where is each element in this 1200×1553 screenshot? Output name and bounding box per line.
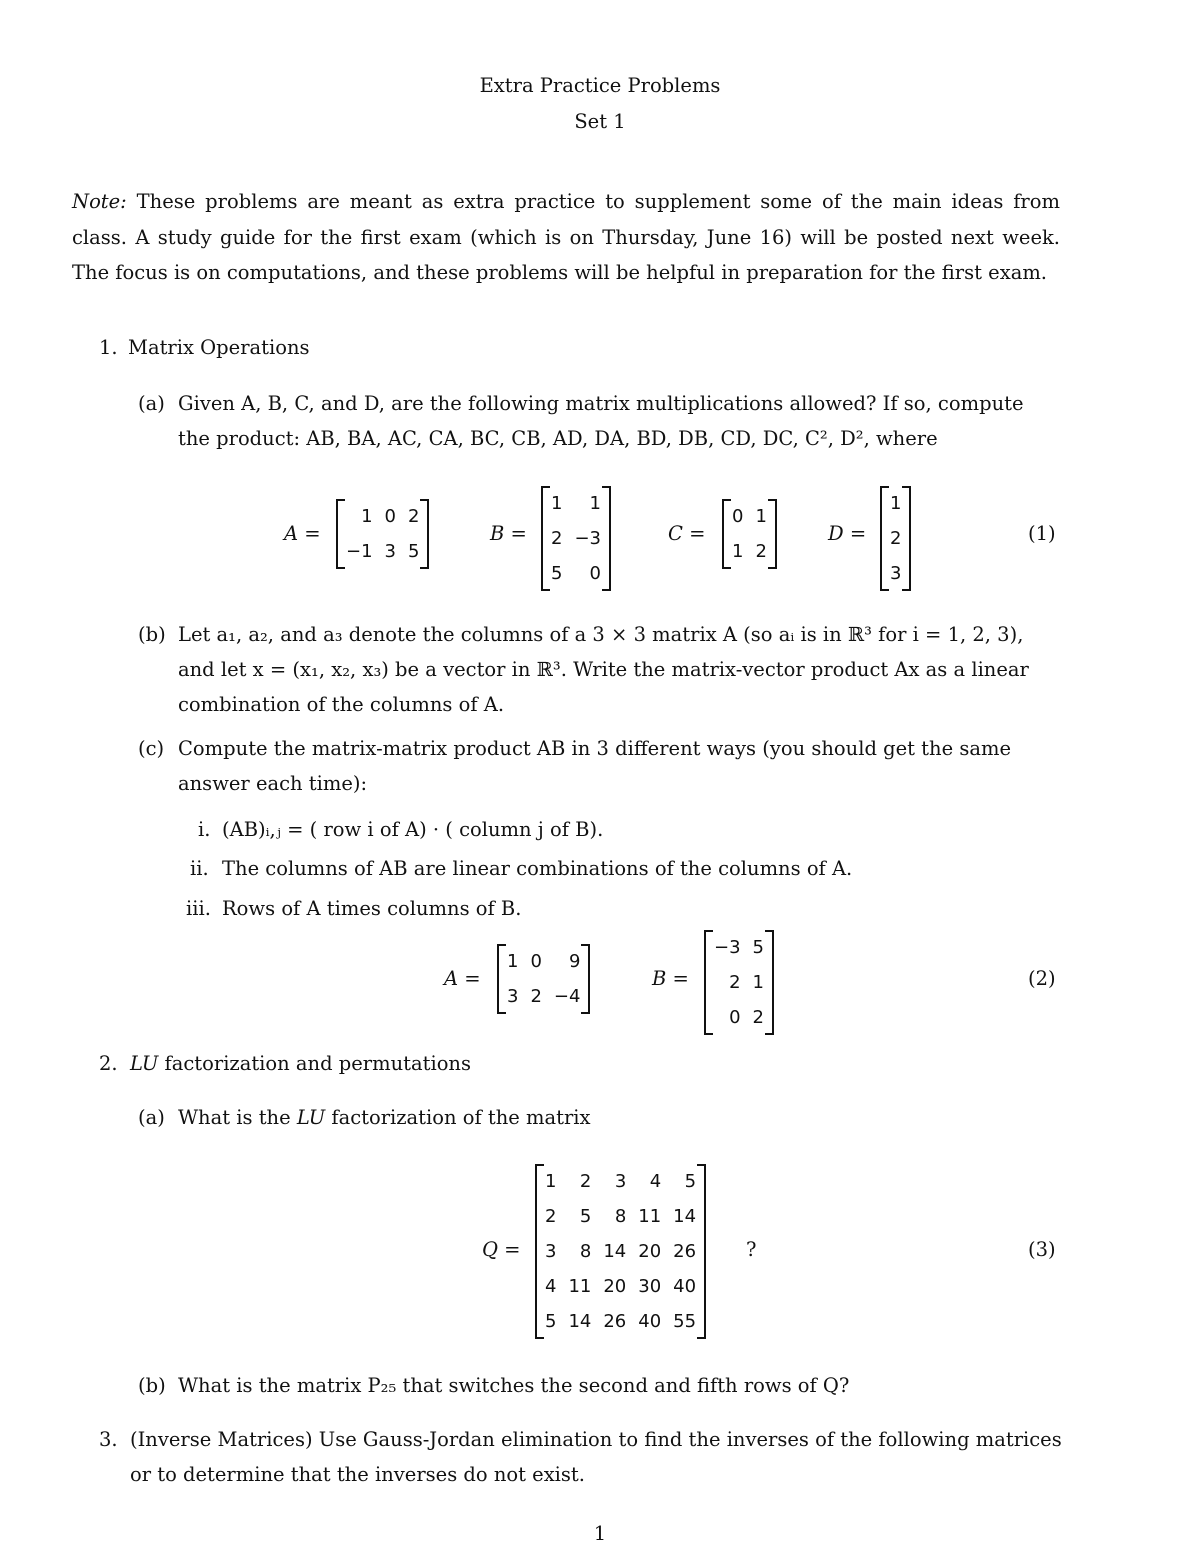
matrix-Q-cell: 2 <box>545 1206 557 1227</box>
matrix-B-cell: 5 <box>551 563 563 584</box>
matrix-A2-right-bracket <box>581 944 590 1014</box>
matrix-D-label: D = <box>828 522 867 545</box>
note-label: Note: <box>72 190 127 213</box>
problem-2b-text: What is the matrix P₂₅ that switches the second and fifth rows of Q? <box>178 1374 850 1397</box>
problem-3-number: 3. <box>99 1428 118 1451</box>
problem-1c-i-label: i. <box>198 818 211 841</box>
matrix-A2-cell: 1 <box>507 951 519 972</box>
matrix-B2-cell: 0 <box>729 1007 741 1028</box>
problem-1c-i-text: (AB)ᵢ,ⱼ = ( row i of A) · ( column j of B). <box>222 818 604 841</box>
matrix-B-row <box>545 521 607 556</box>
matrix-Q <box>535 1164 706 1339</box>
matrix-Q-cell: 30 <box>638 1276 662 1297</box>
matrix-Q-cell: 11 <box>638 1206 662 1227</box>
matrix-Q-cell: 20 <box>638 1241 662 1262</box>
equation-3-number: (3) <box>1028 1238 1056 1261</box>
problem-1c-iii-label: iii. <box>186 897 211 920</box>
matrix-B-cell: 1 <box>589 493 601 514</box>
problem-2-title-lu: LU <box>130 1052 159 1075</box>
problem-1b-line3: combination of the columns of A. <box>178 693 505 716</box>
matrix-A2-left-bracket <box>497 944 506 1014</box>
matrix-B2-left-bracket <box>704 930 713 1035</box>
matrix-B-cell: 1 <box>551 493 563 514</box>
matrix-B2-row <box>708 930 770 965</box>
matrix-Q-cell: 2 <box>579 1171 592 1192</box>
matrix-Q-question: ? <box>746 1238 757 1261</box>
matrix-Q-right-bracket <box>697 1164 706 1339</box>
matrix-A2-row <box>501 979 586 1014</box>
matrix-B-cell: 2 <box>551 528 563 549</box>
matrix-A-cell: 0 <box>384 506 396 527</box>
matrix-Q-cell: 8 <box>614 1206 627 1227</box>
matrix-Q-label: Q = <box>482 1238 521 1261</box>
matrix-C-left-bracket <box>722 499 731 569</box>
problem-1a-line1: Given A, B, C, and D, are the following matrix multiplications allowed? If so, compute <box>178 392 1024 415</box>
matrix-B-row <box>545 556 607 591</box>
problem-2a-pre: What is the <box>178 1106 291 1129</box>
matrix-Q-cell: 14 <box>568 1311 592 1332</box>
matrix-Q-cell: 3 <box>614 1171 627 1192</box>
matrix-Q-cell: 5 <box>684 1171 697 1192</box>
matrix-Q-cell: 40 <box>638 1311 662 1332</box>
matrix-D-cell: 2 <box>890 528 902 549</box>
problem-1c-line1: Compute the matrix-matrix product AB in 3 different ways (you should get the same <box>178 737 1011 760</box>
matrix-Q-cell: 40 <box>673 1276 697 1297</box>
matrix-A2-cell: 3 <box>507 986 519 1007</box>
problem-1-title: Matrix Operations <box>128 336 310 359</box>
matrix-Q-cell: 26 <box>673 1241 697 1262</box>
matrix-A-cell: 5 <box>408 541 420 562</box>
problem-1c-label: (c) <box>138 737 165 760</box>
matrix-C-right-bracket <box>768 499 777 569</box>
matrix-B-right-bracket <box>602 486 611 591</box>
matrix-C-row <box>726 534 773 569</box>
matrix-A-label: A = <box>284 522 321 545</box>
matrix-B2-cell: 2 <box>729 972 741 993</box>
matrix-D <box>880 486 911 591</box>
matrix-Q-cell: 3 <box>545 1241 557 1262</box>
problem-1b-line2: and let x = (x₁, x₂, x₃) be a vector in ℝ³. Write the matrix-vector product Ax as a linear <box>178 658 1029 681</box>
matrix-Q-cell: 8 <box>579 1241 592 1262</box>
problem-2a-label: (a) <box>138 1106 165 1129</box>
problem-2-number: 2. <box>99 1052 118 1075</box>
matrix-D-cell: 3 <box>890 563 902 584</box>
problem-2-title-rest: factorization and permutations <box>164 1052 471 1075</box>
matrix-A2 <box>497 944 590 1014</box>
problem-1c-ii-text: The columns of AB are linear combinations of the columns of A. <box>222 857 853 880</box>
matrix-B <box>541 486 611 591</box>
page-number: 1 <box>593 1522 607 1545</box>
problem-2a-lu: LU <box>296 1106 326 1129</box>
matrix-B2-cell: 1 <box>752 972 764 993</box>
problem-3-line2: or to determine that the inverses do not exist. <box>130 1463 585 1486</box>
problem-1c-line2: answer each time): <box>178 772 368 795</box>
matrix-B-cell: 0 <box>589 563 601 584</box>
matrix-A2-cell: 9 <box>569 951 581 972</box>
matrix-C-row <box>726 499 773 534</box>
matrix-Q-cell: 4 <box>649 1171 662 1192</box>
matrix-A-cell: 3 <box>384 541 396 562</box>
problem-1b-line1: Let a₁, a₂, and a₃ denote the columns of a 3 × 3 matrix A (so aᵢ is in ℝ³ for i = 1, 2, 3), <box>178 623 1024 646</box>
equation-2-number: (2) <box>1028 967 1056 990</box>
problem-2-title <box>130 1052 471 1075</box>
matrix-Q-cell: 4 <box>545 1276 557 1297</box>
matrix-A-cell: 2 <box>408 506 420 527</box>
matrix-C-cell: 1 <box>732 541 744 562</box>
matrix-B2-row <box>708 1000 770 1035</box>
matrix-B2-right-bracket <box>765 930 774 1035</box>
matrix-Q-cell: 11 <box>568 1276 592 1297</box>
doc-title: Extra Practice Problems <box>479 74 721 97</box>
problem-1a-label: (a) <box>138 392 165 415</box>
matrix-B2-label: B = <box>652 967 689 990</box>
problem-3-line1: (Inverse Matrices) Use Gauss-Jordan elimination to find the inverses of the following matrices <box>130 1428 1062 1451</box>
matrix-D-cell: 1 <box>890 493 902 514</box>
matrix-C-cell: 2 <box>755 541 767 562</box>
matrix-Q-left-bracket <box>535 1164 544 1339</box>
note-paragraph <box>72 184 1060 291</box>
matrix-A2-label: A = <box>444 967 481 990</box>
matrix-A-cell: −1 <box>346 541 373 562</box>
problem-2a-text <box>178 1106 591 1129</box>
matrix-C-label: C = <box>668 522 706 545</box>
problem-2b-label: (b) <box>138 1374 166 1397</box>
problem-2a-post: factorization of the matrix <box>331 1106 591 1129</box>
matrix-A2-cell: −4 <box>553 986 581 1007</box>
matrix-B-label: B = <box>490 522 527 545</box>
matrix-A2-cell: 2 <box>530 986 542 1007</box>
matrix-B2-cell: 5 <box>752 937 764 958</box>
note-text: These problems are meant as extra practice to supplement some of the main ideas from class. A study guide for the first exam (which is on Thursday, June 16) will be posted next week. The focus is on computations, and these problems will be helpful in preparation for the first exam. <box>72 190 1060 284</box>
matrix-C <box>722 499 777 569</box>
matrix-A <box>336 499 429 569</box>
matrix-B-cell: −3 <box>574 528 601 549</box>
matrix-Q-row <box>539 1164 702 1199</box>
matrix-C-cell: 0 <box>732 506 744 527</box>
matrix-A2-row <box>501 944 586 979</box>
matrix-Q-row <box>539 1304 702 1339</box>
matrix-B-left-bracket <box>541 486 550 591</box>
matrix-D-right-bracket <box>902 486 911 591</box>
matrix-B-row <box>545 486 607 521</box>
matrix-B2 <box>704 930 774 1035</box>
matrix-Q-cell: 5 <box>545 1311 557 1332</box>
matrix-Q-row <box>539 1199 702 1234</box>
equation-1-number: (1) <box>1028 522 1056 545</box>
matrix-B2-cell: 2 <box>752 1007 764 1028</box>
matrix-B2-cell: −3 <box>714 937 741 958</box>
matrix-Q-cell: 55 <box>673 1311 697 1332</box>
problem-1b-label: (b) <box>138 623 166 646</box>
matrix-A-right-bracket <box>420 499 429 569</box>
matrix-A-left-bracket <box>336 499 345 569</box>
matrix-Q-cell: 26 <box>603 1311 627 1332</box>
problem-1a-line2: the product: AB, BA, AC, CA, BC, CB, AD, DA, BD, DB, CD, DC, C², D², where <box>178 427 938 450</box>
matrix-A-row <box>340 534 425 569</box>
problem-1-number: 1. <box>99 336 118 359</box>
matrix-A2-cell: 0 <box>530 951 542 972</box>
matrix-Q-row <box>539 1269 702 1304</box>
matrix-C-cell: 1 <box>755 506 767 527</box>
matrix-Q-cell: 5 <box>579 1206 592 1227</box>
matrix-B2-row <box>708 965 770 1000</box>
matrix-Q-cell: 20 <box>603 1276 627 1297</box>
problem-1c-ii-label: ii. <box>190 857 209 880</box>
matrix-A-row <box>340 499 425 534</box>
matrix-A-cell: 1 <box>361 506 373 527</box>
matrix-Q-cell: 1 <box>545 1171 557 1192</box>
doc-subtitle: Set 1 <box>574 110 626 133</box>
matrix-D-left-bracket <box>880 486 889 591</box>
matrix-Q-row <box>539 1234 702 1269</box>
matrix-Q-cell: 14 <box>603 1241 627 1262</box>
matrix-Q-cell: 14 <box>673 1206 697 1227</box>
problem-1c-iii-text: Rows of A times columns of B. <box>222 897 522 920</box>
